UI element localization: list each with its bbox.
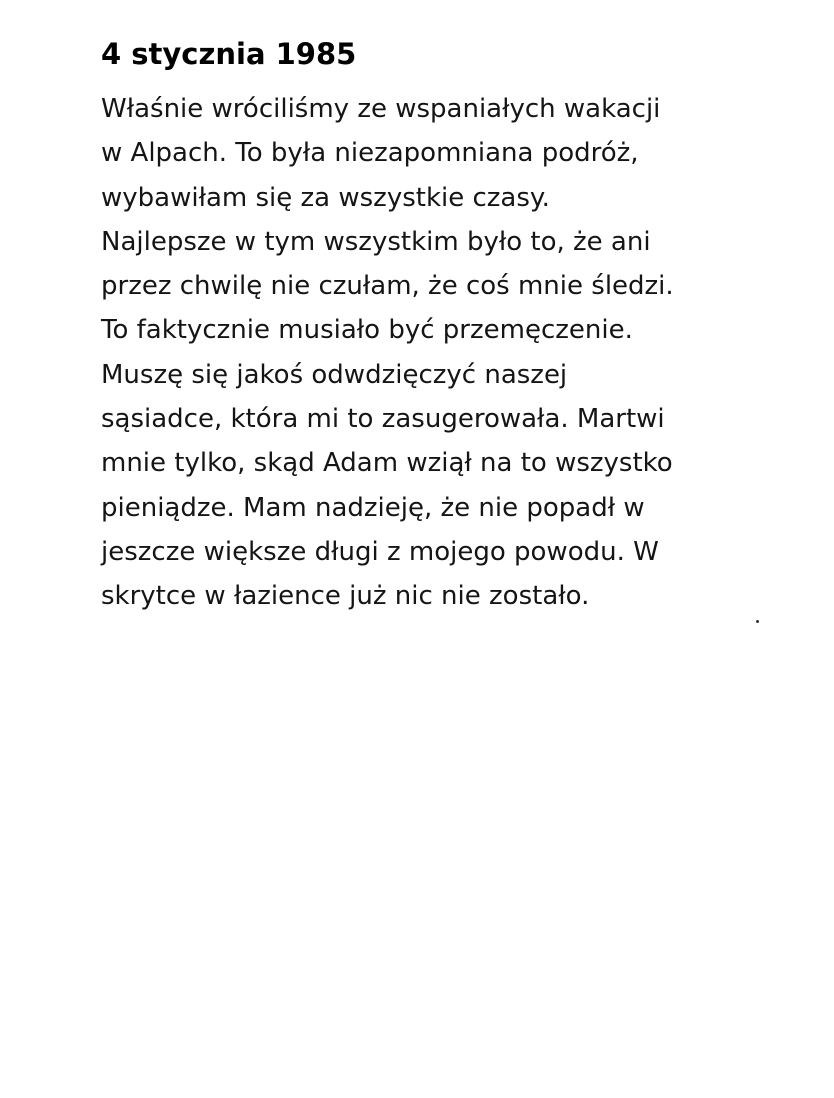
- diary-entry: [101, 34, 713, 619]
- entry-date-heading: 4 stycznia 1985: [101, 37, 357, 71]
- stray-dot-mark: [756, 620, 759, 623]
- entry-line: jeszcze większe długi z mojego powodu. W: [101, 536, 659, 567]
- entry-line: mnie tylko, skąd Adam wziął na to wszystko: [101, 448, 673, 479]
- entry-line: sąsiadce, która mi to zasugerowała. Martwi: [101, 404, 665, 435]
- entry-line: Najlepsze w tym wszystkim było to, że ani: [101, 226, 651, 257]
- entry-line: To faktycznie musiało być przemęczenie.: [101, 315, 633, 346]
- entry-line: Właśnie wróciliśmy ze wspaniałych wakacji: [101, 94, 661, 124]
- entry-line: pieniądze. Mam nadzieję, że nie popadł w: [101, 492, 645, 523]
- entry-line: Muszę się jakoś odwdzięczyć naszej: [101, 359, 568, 390]
- entry-body-text: [101, 87, 713, 619]
- entry-line: wybawiłam się za wszystkie czasy.: [101, 182, 550, 213]
- entry-line: skrytce w łazience już nic nie zostało.: [101, 581, 590, 612]
- entry-line: przez chwilę nie czułam, że coś mnie śledzi.: [101, 271, 674, 302]
- entry-line: w Alpach. To była niezapomniana podróż,: [101, 138, 639, 169]
